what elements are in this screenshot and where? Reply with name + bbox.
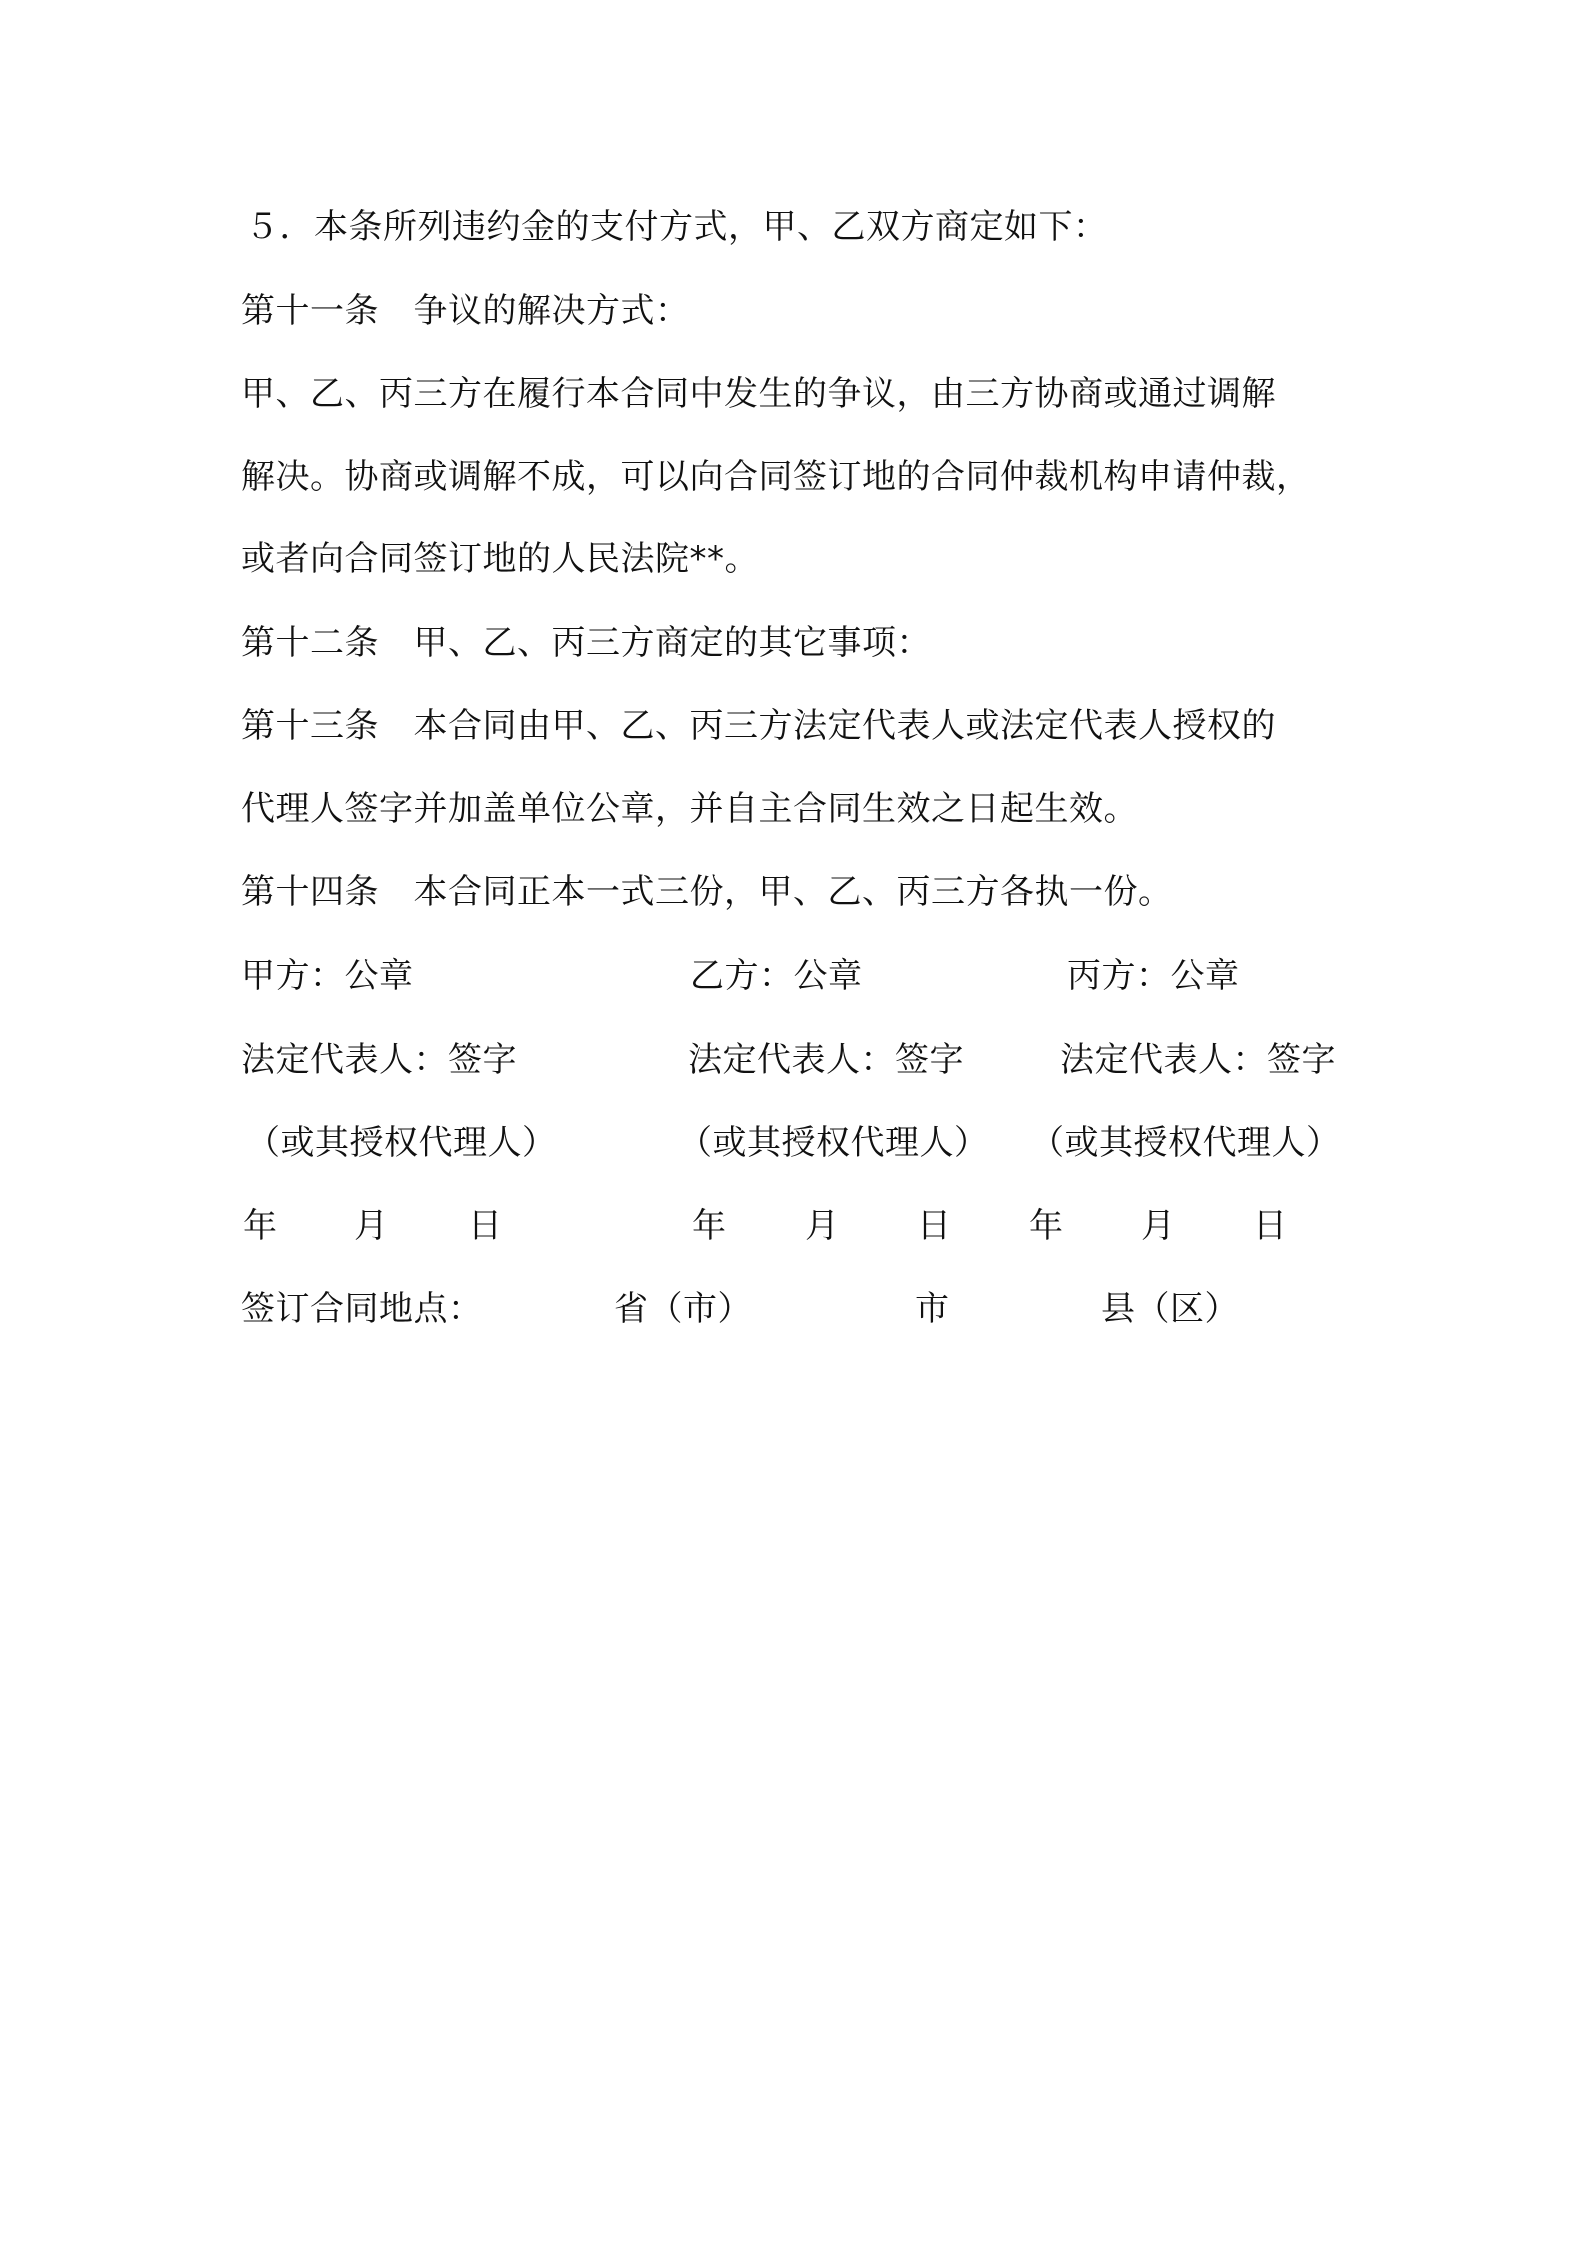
party-b-agent: （或其授权代理人） xyxy=(678,1123,989,1163)
party-c-date-month: 月 xyxy=(1141,1206,1176,1246)
party-c-representative: 法定代表人：签字 xyxy=(1060,1040,1336,1080)
party-a-agent: （或其授权代理人） xyxy=(246,1123,557,1163)
party-b-date-year: 年 xyxy=(692,1206,727,1246)
party-b-representative: 法定代表人：签字 xyxy=(688,1040,964,1080)
clause-5-penalty-payment: ５．本条所列违约金的支付方式，甲、乙双方商定如下： xyxy=(245,207,1108,247)
party-c-date-day: 日 xyxy=(1253,1206,1288,1246)
party-b-seal: 乙方：公章 xyxy=(690,956,863,996)
article-14: 第十四条 本合同正本一式三份，甲、乙、丙三方各执一份。 xyxy=(241,872,1173,912)
article-11-heading: 第十一条 争议的解决方式： xyxy=(241,291,690,331)
party-c-seal: 丙方：公章 xyxy=(1067,956,1240,996)
article-13-line-2: 代理人签字并加盖单位公章，并自主合同生效之日起生效。 xyxy=(241,789,1138,829)
party-a-date-year: 年 xyxy=(243,1206,278,1246)
party-a-seal: 甲方：公章 xyxy=(241,956,414,996)
article-11-text-line-3: 或者向合同签订地的人民法院**。 xyxy=(241,539,759,579)
party-c-date-year: 年 xyxy=(1029,1206,1064,1246)
signing-location-city: 市 xyxy=(915,1289,950,1329)
party-c-agent: （或其授权代理人） xyxy=(1030,1123,1341,1163)
party-b-date-month: 月 xyxy=(805,1206,840,1246)
signing-location-province: 省（市） xyxy=(614,1289,752,1329)
party-a-date-month: 月 xyxy=(354,1206,389,1246)
signing-location-county: 县（区） xyxy=(1101,1289,1239,1329)
article-13-line-1: 第十三条 本合同由甲、乙、丙三方法定代表人或法定代表人授权的 xyxy=(241,706,1276,746)
signing-location-label: 签订合同地点： xyxy=(241,1289,483,1329)
article-11-text-line-2: 解决。协商或调解不成，可以向合同签订地的合同仲裁机构申请仲裁， xyxy=(241,457,1311,497)
party-b-date-day: 日 xyxy=(917,1206,952,1246)
article-12: 第十二条 甲、乙、丙三方商定的其它事项： xyxy=(241,623,931,663)
party-a-representative: 法定代表人：签字 xyxy=(241,1040,517,1080)
article-11-text-line-1: 甲、乙、丙三方在履行本合同中发生的争议，由三方协商或通过调解 xyxy=(241,374,1276,414)
party-a-date-day: 日 xyxy=(468,1206,503,1246)
